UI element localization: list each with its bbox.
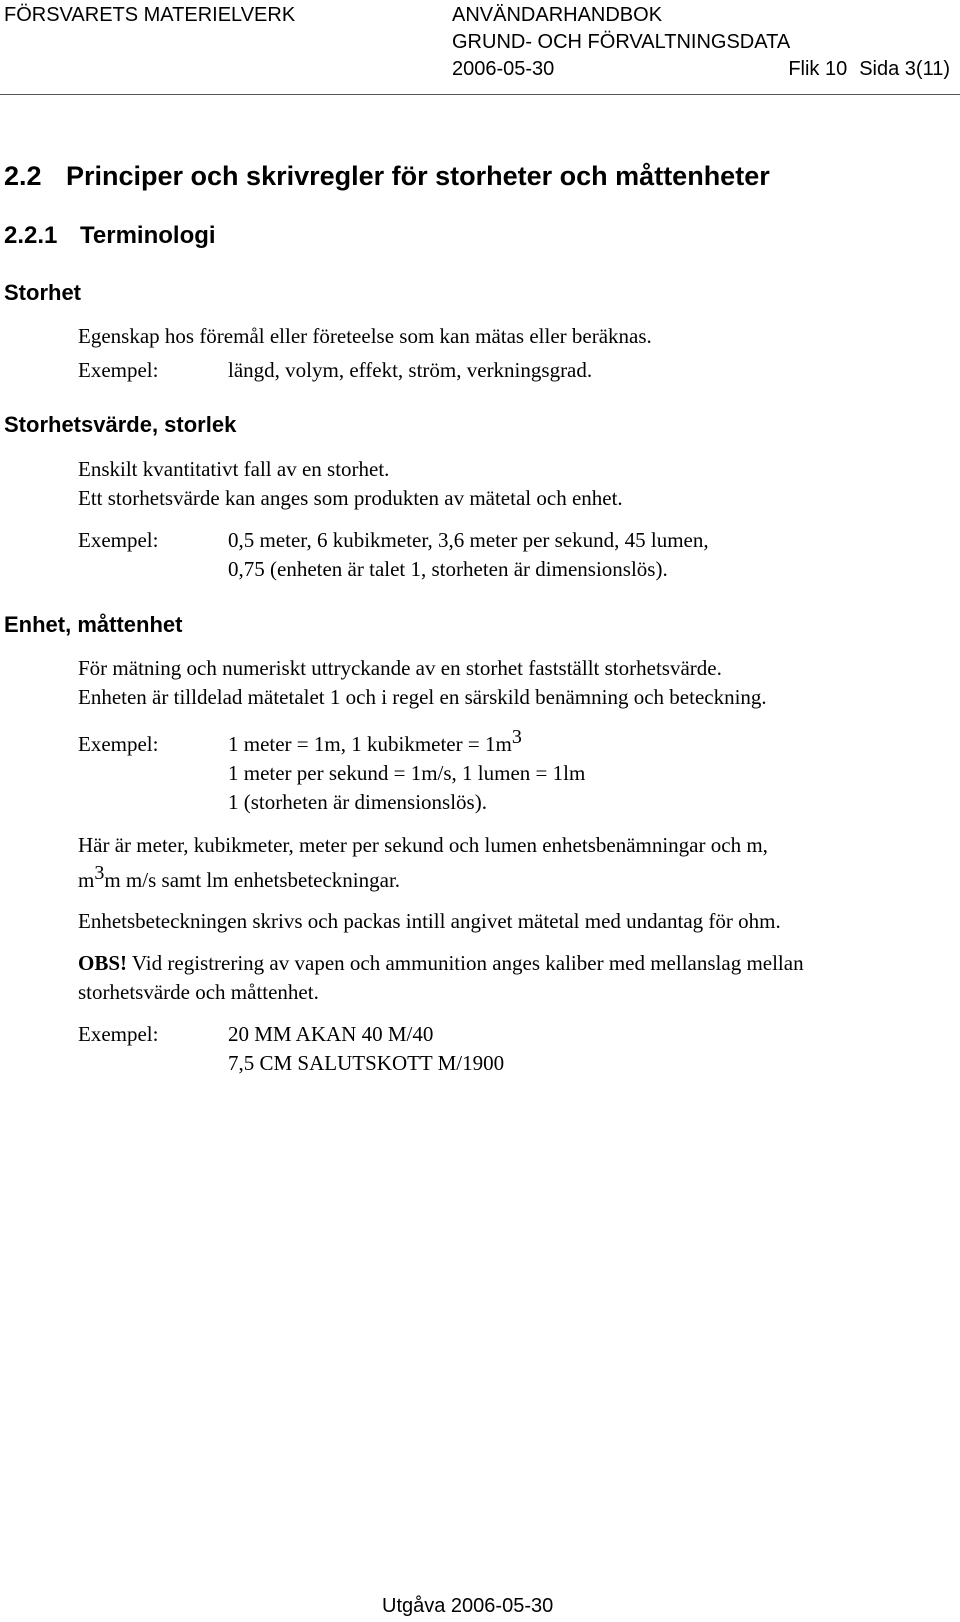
enhet-example-label: Exempel: <box>78 732 159 756</box>
storhetsvarde-line1: Enskilt kvantitativt fall av en storhet. <box>78 457 390 481</box>
storhet-definition: Egenskap hos föremål eller företeelse som kan mätas eller beräknas. <box>78 324 652 348</box>
storhet-example-label: Exempel: <box>78 358 159 382</box>
enhet-example2-label: Exempel: <box>78 1022 159 1046</box>
obs-label: OBS! <box>78 951 128 975</box>
subsection-number: 2.2.1 <box>4 222 58 249</box>
header-divider <box>0 94 960 95</box>
enhet-para1-line1: Här är meter, kubikmeter, meter per sekund och lumen enhetsbenämningar och m, <box>78 833 768 857</box>
enhet-example-line1 <box>228 726 522 759</box>
obs-line1 <box>78 949 804 978</box>
storhetsvarde-heading: Storhetsvärde, storlek <box>4 412 237 437</box>
section-heading <box>4 161 770 192</box>
section-title: Principer och skrivregler för storheter och måttenheter <box>66 161 770 191</box>
enhet-example2-line1: 20 MM AKAN 40 M/40 <box>228 1022 434 1046</box>
enhet-line2: Enheten är tilldelad mätetalet 1 och i regel en särskild benämning och beteckning. <box>78 685 767 709</box>
header-date: 2006-05-30 <box>452 58 555 80</box>
footer-edition: Utgåva 2006-05-30 <box>382 1595 554 1617</box>
header-doc-subtitle: GRUND- OCH FÖRVALTNINGSDATA <box>452 31 791 53</box>
storhet-heading: Storhet <box>4 280 81 305</box>
enhet-line1: För mätning och numeriskt uttryckande av en storhet fastställt storhetsvärde. <box>78 656 722 680</box>
subsection-title: Terminologi <box>80 222 216 249</box>
header-flik: Flik 10 <box>788 58 848 80</box>
enhet-example2-line2: 7,5 CM SALUTSKOTT M/1900 <box>228 1051 505 1075</box>
header-doc-title: ANVÄNDARHANDBOK <box>452 4 663 26</box>
enhet-example-line1-sup: 3 <box>511 726 522 748</box>
enhet-para1-line2 <box>78 862 401 895</box>
header-meta-row <box>452 56 950 83</box>
storhetsvarde-example-line2: 0,75 (enheten är talet 1, storheten är dimensionslös). <box>228 557 668 581</box>
obs-text: Vid registrering av vapen och ammunition anges kaliber med mellanslag mellan <box>127 951 804 975</box>
enhet-example-line1-text: 1 meter = 1m, 1 kubikmeter = 1m <box>228 732 512 756</box>
storhet-example: längd, volym, effekt, ström, verkningsgrad. <box>228 358 593 382</box>
enhet-para1-line2-pre: m <box>78 868 95 892</box>
enhet-para1-line2-sup: 3 <box>94 862 105 884</box>
header-organization: FÖRSVARETS MATERIELVERK <box>4 4 296 26</box>
enhet-example-line2: 1 meter per sekund = 1m/s, 1 lumen = 1lm <box>228 761 586 785</box>
subsection-heading <box>4 222 216 250</box>
section-number: 2.2 <box>4 161 42 191</box>
enhet-para1-line2-post: m m/s samt lm enhetsbeteckningar. <box>104 868 401 892</box>
obs-line2: storhetsvärde och måttenhet. <box>78 980 319 1004</box>
header-page: Sida 3(11) <box>859 58 951 80</box>
storhetsvarde-example-line1: 0,5 meter, 6 kubikmeter, 3,6 meter per sekund, 45 lumen, <box>228 528 709 552</box>
header-doc-info <box>452 2 950 83</box>
enhet-para2: Enhetsbeteckningen skrivs och packas intill angivet mätetal med undantag för ohm. <box>78 909 781 933</box>
enhet-heading: Enhet, måttenhet <box>4 612 183 637</box>
storhetsvarde-line2: Ett storhetsvärde kan anges som produkten av mätetal och enhet. <box>78 486 623 510</box>
storhetsvarde-example-label: Exempel: <box>78 528 159 552</box>
enhet-example-line3: 1 (storheten är dimensionslös). <box>228 790 487 814</box>
